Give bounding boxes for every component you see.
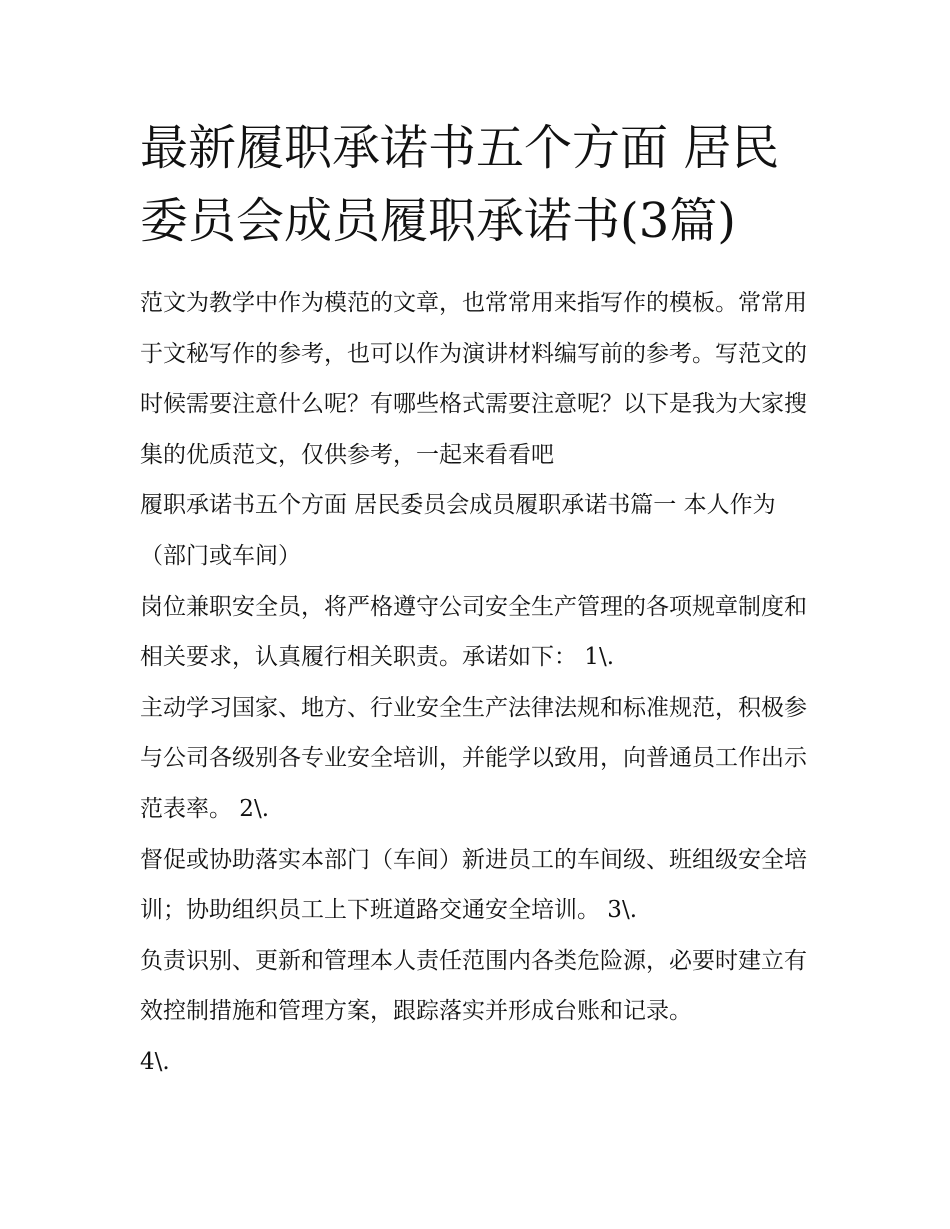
paragraph-intro: 范文为教学中作为模范的文章，也常常用来指写作的模板。常常用于文秘写作的参考，也可以作为演讲材料编写前的参考。写范文的时候需要注意什么呢？有哪些格式需要注意呢？以下是我为大家搜集的优质范文，仅供参考，一起来看看吧 — [140, 290, 807, 468]
paragraph-commitment-3: 督促或协助落实本部门（车间）新进员工的车间级、班组级安全培训；协助组织员工上下班道路交通安全培训。 3\. — [140, 846, 807, 924]
document-title: 最新履职承诺书五个方面 居民委员会成员履职承诺书(3篇) — [140, 120, 780, 249]
paragraph-number-4: 4\. — [140, 1048, 170, 1075]
paragraph-commitment-2: 主动学习国家、地方、行业安全生产法律法规和标准规范，积极参与公司各级别各专业安全培训，并能学以致用，向普通员工作出示范表率。 2\. — [140, 694, 807, 822]
paragraph-heading-part-one: 履职承诺书五个方面 居民委员会成员履职承诺书篇一 本人作为 （部门或车间） — [140, 492, 776, 569]
paragraph-commitment-4: 负责识别、更新和管理本人责任范围内各类危险源，必要时建立有效控制措施和管理方案，跟踪落实并形成台账和记录。 — [140, 947, 807, 1025]
document-body — [140, 278, 816, 1088]
paragraph-commitment-1: 岗位兼职安全员，将严格遵守公司安全生产管理的各项规章制度和相关要求，认真履行相关职责。承诺如下： 1\. — [140, 593, 807, 671]
